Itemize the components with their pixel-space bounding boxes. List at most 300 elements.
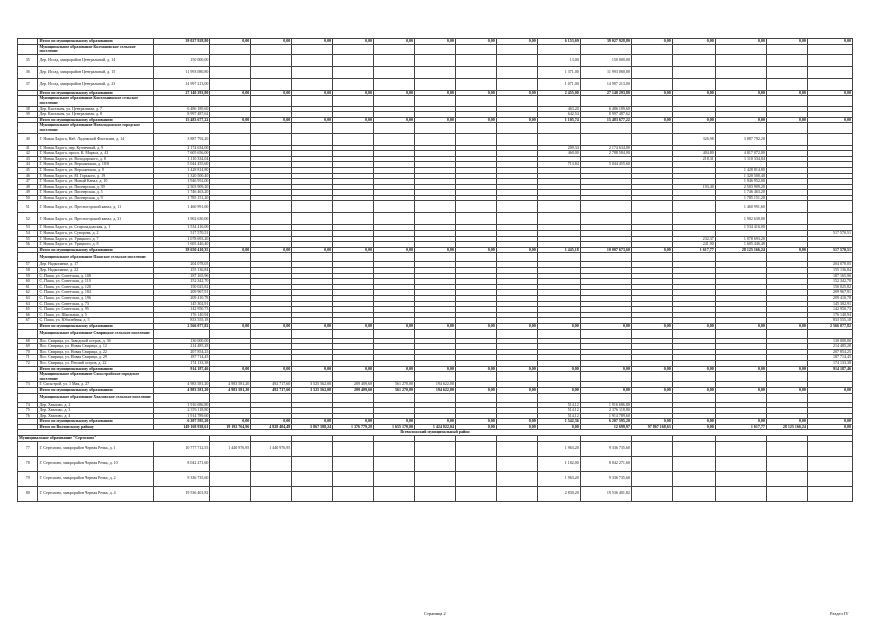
total-label: Итого по Волховскому району [38, 424, 154, 430]
value-cell: 0,00 [210, 39, 251, 45]
value-cell: 0,00 [455, 387, 496, 393]
value-cell: 15 483 677,22 [154, 117, 210, 123]
row-number-cell: 63 [18, 296, 38, 302]
value-cell [292, 486, 333, 501]
empty-cell [580, 329, 631, 338]
value-cell [672, 201, 715, 213]
value-cell: 1 617,77 [672, 247, 715, 253]
value-cell: 0,00 [672, 39, 715, 45]
value-cell: 0,00 [414, 366, 455, 372]
empty-cell [374, 393, 415, 402]
address-cell: Г. Новая Ладога, ул. Пресногорский канал, д. 11 [38, 201, 154, 213]
empty-cell [210, 44, 251, 54]
address-cell: Дер. Хвалово, д. 4 [38, 413, 154, 419]
district-name: Всеволожский муниципальный район [18, 430, 853, 436]
empty-cell [292, 123, 333, 133]
value-cell [807, 201, 852, 213]
empty-cell [251, 96, 292, 106]
value-cell [715, 54, 766, 66]
value-cell: 1 655 170,00 [374, 424, 415, 430]
value-cell [292, 78, 333, 90]
value-cell: 1 963,20 [537, 441, 580, 456]
empty-cell [414, 372, 455, 382]
value-cell [537, 133, 580, 145]
value-cell [766, 54, 807, 66]
value-cell: 0,00 [455, 117, 496, 123]
row-number-cell: 38 [18, 106, 38, 112]
empty-cell [455, 44, 496, 54]
row-number-cell: 69 [18, 344, 38, 350]
municipality-name: Муниципальное образование "Сертолово" [18, 436, 210, 442]
value-cell [333, 54, 374, 66]
value-cell [374, 471, 415, 486]
value-cell [210, 213, 251, 225]
value-cell: 833 555,18 [807, 318, 852, 324]
row-number-cell: 54 [18, 231, 38, 237]
empty-cell [631, 393, 672, 402]
value-cell [455, 54, 496, 66]
value-cell: 0,00 [807, 90, 852, 96]
value-cell: 9 336 735,60 [580, 441, 631, 456]
address-cell: Дер. Иссад, микрорайон Центральный, д. 14 [38, 54, 154, 66]
value-cell [251, 133, 292, 145]
value-cell [455, 471, 496, 486]
value-cell: 0,00 [251, 39, 292, 45]
value-cell: 1 078 693,20 [715, 236, 766, 242]
row-number-cell [18, 393, 38, 402]
value-cell: 1 785 151,20 [715, 195, 766, 201]
empty-cell [580, 393, 631, 402]
value-cell: 0,00 [414, 39, 455, 45]
value-cell [374, 486, 415, 501]
address-cell: Пос. Свирица, ул. Птичий остров, д. 22 [38, 360, 154, 366]
value-cell [333, 201, 374, 213]
address-cell: Дер. Иссад, микрорайон Центральный, д. 15 [38, 66, 154, 78]
value-cell: 1 078 693,20 [154, 236, 210, 242]
row-number-cell: 47 [18, 179, 38, 185]
empty-cell [807, 253, 852, 262]
value-cell [333, 441, 374, 456]
empty-cell [766, 123, 807, 133]
municipality-name: Муниципальное образование Новоладожское городское поселение [38, 123, 154, 133]
value-cell: 145 302,91 [807, 301, 852, 307]
value-cell: 174 133,38 [807, 360, 852, 366]
row-number-cell: 37 [18, 78, 38, 90]
value-cell [210, 486, 251, 501]
empty-cell [333, 329, 374, 338]
row-number-cell: 42 [18, 151, 38, 157]
row-number-cell: 70 [18, 349, 38, 355]
empty-cell [715, 123, 766, 133]
value-cell: 13,00 [537, 54, 580, 66]
value-cell: 214 485,28 [807, 344, 852, 350]
value-cell: 0,00 [455, 323, 496, 329]
value-cell: 0,00 [580, 387, 631, 393]
value-cell: 0,00 [766, 387, 807, 393]
empty-cell [455, 253, 496, 262]
value-cell: 1 916 686,80 [580, 402, 631, 408]
value-cell: 5 044 455,60 [154, 162, 210, 168]
value-cell: 209,34 [537, 145, 580, 151]
value-cell [631, 78, 672, 90]
value-cell: 176 140,94 [807, 312, 852, 318]
value-cell: 1 376 779,20 [333, 424, 374, 430]
empty-cell [496, 253, 537, 262]
empty-cell [715, 44, 766, 54]
value-cell [496, 441, 537, 456]
value-cell: 2 566 077,82 [807, 323, 852, 329]
section-header-row [18, 44, 853, 54]
value-cell: 0,00 [333, 366, 374, 372]
value-cell: 0,00 [631, 366, 672, 372]
empty-cell [292, 329, 333, 338]
value-cell [414, 201, 455, 213]
value-cell: 0,00 [374, 117, 415, 123]
empty-cell [154, 123, 210, 133]
empty-cell [292, 372, 333, 382]
value-cell: 1 445,18 [537, 247, 580, 253]
value-cell: 1 440 976,95 [210, 441, 251, 456]
empty-cell [251, 44, 292, 54]
value-cell: 4 983 581,20 [210, 387, 251, 393]
value-cell: 27 140 293,80 [580, 90, 631, 96]
address-cell: С. Паша, ул. Советская, д. 73 [38, 301, 154, 307]
value-cell: 0,00 [292, 247, 333, 253]
section-header-row [18, 329, 853, 338]
value-cell [580, 133, 631, 145]
value-cell [496, 133, 537, 145]
empty-cell [807, 44, 852, 54]
row-number-cell [18, 329, 38, 338]
value-cell [766, 201, 807, 213]
value-cell: 9 336 735,60 [154, 471, 210, 486]
value-cell [455, 441, 496, 456]
value-cell: 150 025,82 [807, 284, 852, 290]
value-cell: 0,00 [414, 247, 455, 253]
value-cell [292, 66, 333, 78]
empty-cell [210, 123, 251, 133]
register-sheet [17, 38, 853, 502]
value-cell [292, 441, 333, 456]
value-cell: 2 566 077,82 [154, 323, 210, 329]
value-cell: 517 570,51 [807, 247, 852, 253]
empty-cell [537, 329, 580, 338]
address-cell: Дер. Хвалово, д. 3 [38, 408, 154, 414]
value-cell: 0,00 [807, 387, 852, 393]
value-cell [715, 441, 766, 456]
empty-cell [672, 329, 715, 338]
table-row [18, 78, 853, 90]
empty-cell [766, 253, 807, 262]
value-cell: 0,00 [333, 117, 374, 123]
value-cell: 8 042 271,60 [154, 456, 210, 471]
value-cell: 15 483 677,22 [580, 117, 631, 123]
empty-cell [672, 372, 715, 382]
value-cell [631, 456, 672, 471]
value-cell [766, 66, 807, 78]
value-cell: 0,00 [715, 366, 766, 372]
value-cell: 0,00 [210, 117, 251, 123]
empty-cell [807, 123, 852, 133]
value-cell: 0,00 [374, 247, 415, 253]
value-cell: 232,37 [672, 236, 715, 242]
value-cell: 3 887 792,20 [154, 133, 210, 145]
value-cell: 0,00 [807, 419, 852, 425]
row-number-cell: 35 [18, 54, 38, 66]
value-cell [672, 471, 715, 486]
empty-cell [672, 44, 715, 54]
value-cell [414, 456, 455, 471]
value-cell: 1 424 822,04 [414, 424, 455, 430]
value-cell: 207 854,25 [154, 349, 210, 355]
empty-cell [715, 393, 766, 402]
value-cell: 19 536 401,82 [154, 486, 210, 501]
value-cell: 193,40 [672, 184, 715, 190]
value-cell [807, 213, 852, 225]
value-cell: 0,00 [496, 247, 537, 253]
value-cell: 142 950,73 [807, 307, 852, 313]
value-cell: 0,00 [766, 247, 807, 253]
value-cell: 561 270,00 [374, 387, 415, 393]
address-cell: Г. Новая Ладога, ул. Староладожская, д. 1 [38, 225, 154, 231]
value-cell: 1 320 500,40 [715, 173, 766, 179]
address-cell: С. Паша, ул. Школьная, д. 5 [38, 312, 154, 318]
value-cell [807, 486, 852, 501]
value-cell: 404,80 [672, 151, 715, 157]
value-cell: 4 983 581,20 [210, 382, 251, 388]
value-cell [537, 213, 580, 225]
value-cell [210, 54, 251, 66]
value-cell: 19 192 764,96 [210, 424, 251, 430]
value-cell: 0,00 [333, 323, 374, 329]
value-cell [496, 66, 537, 78]
value-cell: 0,00 [715, 323, 766, 329]
address-cell: С. Паша, ул. Юбилейная, д. 5 [38, 318, 154, 324]
value-cell: 209 967,91 [807, 290, 852, 296]
row-number-cell: 80 [18, 486, 38, 501]
value-cell [496, 78, 537, 90]
row-number-cell: 49 [18, 190, 38, 196]
row-number-cell: 51 [18, 201, 38, 213]
value-cell: 0,00 [631, 323, 672, 329]
value-cell [292, 133, 333, 145]
value-cell: 6 153,69 [537, 39, 580, 45]
value-cell: 1 534 416,00 [715, 225, 766, 231]
municipality-name: Муниципальное образование Пашское сельское поселение [38, 253, 154, 262]
value-cell: 2 788 584,00 [580, 151, 631, 157]
value-cell: 4 983 581,20 [154, 382, 210, 388]
empty-cell [414, 329, 455, 338]
value-cell: 1 534 416,00 [154, 225, 210, 231]
value-cell: 97 867 168,63 [631, 424, 672, 430]
empty-cell [374, 44, 415, 54]
value-cell: 11 993 080,80 [154, 66, 210, 78]
value-cell: 514,12 [537, 413, 580, 419]
subtotal-label: Итого по муниципальному образованию [38, 419, 154, 425]
value-cell [292, 213, 333, 225]
value-cell [292, 54, 333, 66]
value-cell: 0,00 [374, 323, 415, 329]
value-cell: 0,00 [414, 323, 455, 329]
section-header-row [18, 393, 853, 402]
page-number: Страница 2 [424, 611, 446, 616]
value-cell: 38 650 410,35 [154, 247, 210, 253]
empty-cell [580, 372, 631, 382]
empty-cell [580, 253, 631, 262]
empty-cell [580, 123, 631, 133]
value-cell: 0,00 [715, 39, 766, 45]
row-number-cell [18, 123, 38, 133]
empty-cell [496, 372, 537, 382]
value-cell [580, 201, 631, 213]
value-cell [715, 78, 766, 90]
value-cell: 149 168 938,61 [154, 424, 210, 430]
value-cell: 0,00 [537, 366, 580, 372]
value-cell: 514,12 [537, 402, 580, 408]
address-cell: Пос. Свирица, ул. Новая Свирица, д. 22 [38, 349, 154, 355]
value-cell: 0,00 [631, 39, 672, 45]
value-cell [251, 471, 292, 486]
address-cell: Г. Новая Ладога, просп. К. Маркса, д. 43 [38, 151, 154, 157]
value-cell: 0,00 [580, 323, 631, 329]
row-number-cell: 75 [18, 408, 38, 414]
value-cell: 0,00 [672, 117, 715, 123]
row-number-cell: 74 [18, 402, 38, 408]
address-cell: Пос. Свирица, ул. Новая Свирица, д. 29 [38, 355, 154, 361]
value-cell: 914 187,46 [154, 366, 210, 372]
value-cell [715, 471, 766, 486]
empty-cell [537, 123, 580, 133]
value-cell [672, 78, 715, 90]
empty-cell [292, 44, 333, 54]
value-cell [374, 441, 415, 456]
value-cell [414, 78, 455, 90]
value-cell: 6 207 595,20 [154, 419, 210, 425]
value-cell: 155 136,84 [154, 268, 210, 274]
value-cell: 0,00 [715, 419, 766, 425]
value-cell: 1 460 991,60 [154, 201, 210, 213]
program-table [17, 38, 853, 502]
value-cell: 0,00 [496, 323, 537, 329]
value-cell: 5 044 455,60 [580, 162, 631, 168]
value-cell: 0,00 [374, 90, 415, 96]
value-cell: 0,00 [455, 424, 496, 430]
address-cell: Дер. Хвалово, д. 2 [38, 402, 154, 408]
row-number-cell: 40 [18, 133, 38, 145]
empty-cell [455, 372, 496, 382]
value-cell [807, 66, 852, 78]
value-cell [374, 54, 415, 66]
value-cell: 1 916 686,80 [154, 402, 210, 408]
value-cell: 1 946 952,00 [715, 179, 766, 185]
value-cell: 11 993 080,80 [580, 66, 631, 78]
subtotal-label: Итого по муниципальному образованию [38, 323, 154, 329]
empty-cell [807, 96, 852, 106]
value-cell: 0,00 [672, 323, 715, 329]
value-cell [333, 486, 374, 501]
empty-cell [292, 253, 333, 262]
value-cell: 0,00 [292, 39, 333, 45]
empty-cell [374, 329, 415, 338]
value-cell: 209 967,91 [154, 290, 210, 296]
address-cell: Г. Новая Ладога, ул. Урицкого, д. 7 [38, 236, 154, 242]
empty-cell [251, 372, 292, 382]
value-cell: 1 320 500,40 [154, 173, 210, 179]
row-number-cell: 56 [18, 242, 38, 248]
value-cell: 2 503 909,20 [715, 184, 766, 190]
value-cell: 3 887 792,20 [715, 133, 766, 145]
row-number-cell: 76 [18, 413, 38, 419]
value-cell: 1 946 952,00 [154, 179, 210, 185]
value-cell: 1 110 334,04 [154, 156, 210, 162]
value-cell: 187 714,45 [154, 355, 210, 361]
value-cell: 214 485,28 [154, 344, 210, 350]
empty-cell [455, 96, 496, 106]
value-cell: 0,00 [333, 419, 374, 425]
municipality-name: Муниципальное образование Свирицкое сельское поселение [38, 329, 154, 338]
table-row [18, 213, 853, 225]
address-cell: Г. Сертолово, микрорайон Черная Речка, д. 1 [38, 441, 154, 456]
value-cell [537, 201, 580, 213]
value-cell: 0,00 [292, 323, 333, 329]
value-cell [766, 78, 807, 90]
value-cell: 1 071,00 [537, 78, 580, 90]
value-cell: 1 914 789,60 [580, 413, 631, 419]
empty-cell [766, 44, 807, 54]
value-cell: 0,00 [715, 117, 766, 123]
table-row [18, 66, 853, 78]
value-cell: 0,00 [251, 247, 292, 253]
empty-cell [537, 96, 580, 106]
value-cell: 1 617,77 [715, 424, 766, 430]
empty-cell [807, 329, 852, 338]
value-cell: 0,00 [210, 90, 251, 96]
section-label: Раздел IV [830, 611, 849, 616]
value-cell: 0,00 [496, 90, 537, 96]
value-cell: 914 187,46 [807, 366, 852, 372]
value-cell: 150 000,00 [154, 54, 210, 66]
value-cell: 152 342,70 [807, 279, 852, 285]
value-cell [672, 456, 715, 471]
value-cell: 209 409,60 [333, 387, 374, 393]
row-number-cell: 53 [18, 225, 38, 231]
empty-cell [333, 123, 374, 133]
row-number-cell: 68 [18, 338, 38, 344]
municipality-name: Муниципальное образование Сясьстройское городское поселение [38, 372, 154, 382]
value-cell: 6 486 189,60 [154, 106, 210, 112]
value-cell: 187 165,96 [807, 273, 852, 279]
value-cell: 0,00 [807, 424, 852, 430]
value-cell: 194 622,00 [414, 382, 455, 388]
row-number-cell: 71 [18, 355, 38, 361]
value-cell [374, 78, 415, 90]
value-cell: 207 854,25 [807, 349, 852, 355]
address-cell: С. Паша, ул. Советская, д. 196 [38, 296, 154, 302]
value-cell: 517 570,51 [807, 231, 852, 237]
value-cell: 187 714,45 [807, 355, 852, 361]
value-cell: 0,00 [807, 39, 852, 45]
row-number-cell: 36 [18, 66, 38, 78]
value-cell [807, 456, 852, 471]
row-number-cell: 72 [18, 360, 38, 366]
value-cell [455, 201, 496, 213]
value-cell: 28 125 166,24 [715, 247, 766, 253]
value-cell: 187 165,96 [154, 273, 210, 279]
value-cell: 130 000,00 [154, 338, 210, 344]
subtotal-label: Итого по муниципальному образованию [38, 247, 154, 253]
value-cell: 517 570,51 [154, 231, 210, 237]
value-cell: 218,31 [672, 156, 715, 162]
